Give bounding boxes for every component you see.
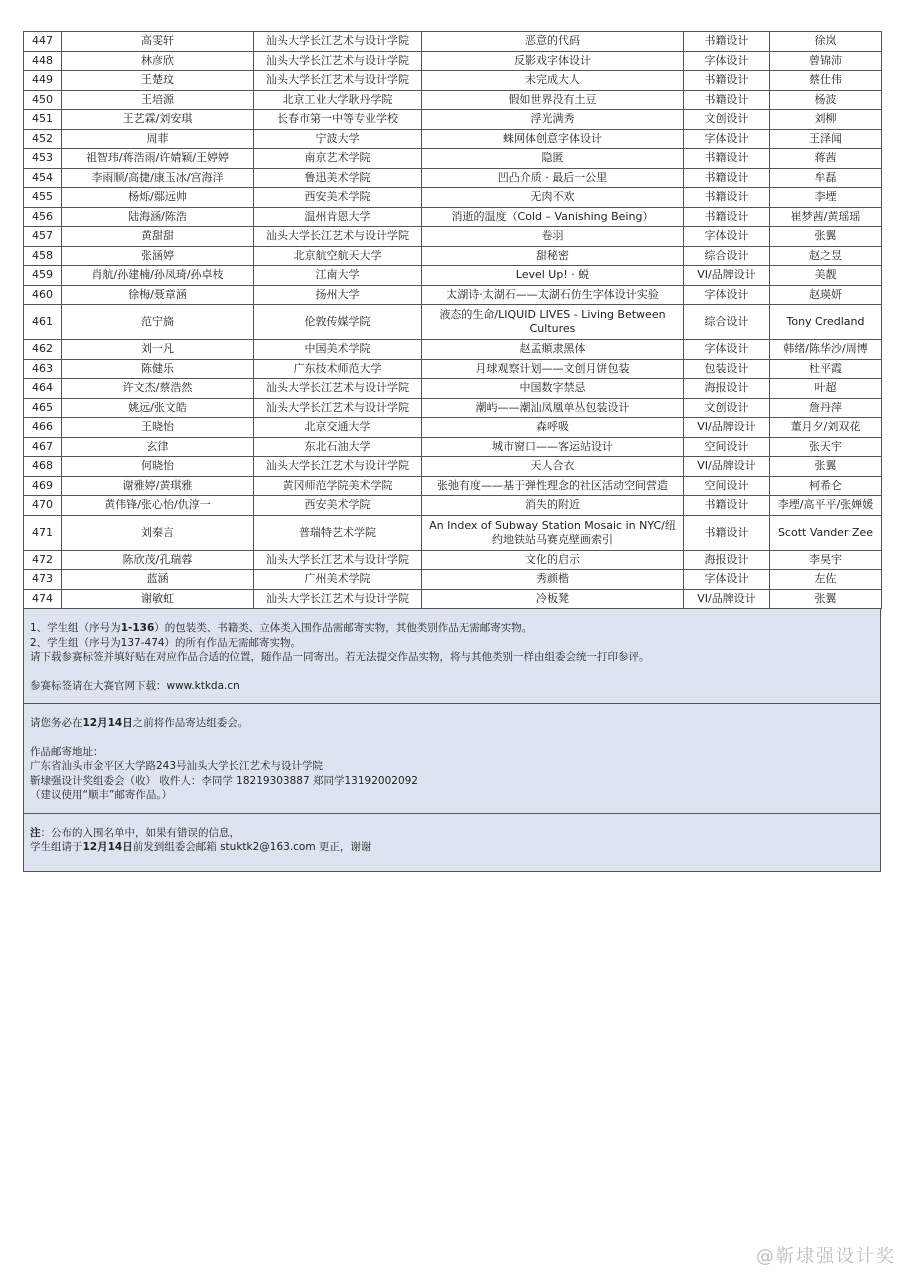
table-row: [24, 340, 882, 360]
advisor-cell: 李昊宇: [770, 550, 882, 570]
table-row: [24, 398, 882, 418]
student-names-cell: 刘秦言: [62, 515, 254, 550]
row-number-cell: 449: [24, 71, 62, 91]
work-title-cell: 消失的附近: [422, 496, 684, 516]
category-cell: 空间设计: [684, 476, 770, 496]
advisor-cell: Tony Credland: [770, 305, 882, 340]
work-title-cell: 冷板凳: [422, 589, 684, 609]
shipping-info: [24, 703, 880, 813]
student-names-cell: 蓝涵: [62, 570, 254, 590]
school-cell: 北京交通大学: [254, 418, 422, 438]
advisor-cell: 曾锦沛: [770, 51, 882, 71]
advisor-cell: 美靓: [770, 266, 882, 286]
row-number-cell: 456: [24, 207, 62, 227]
school-cell: 汕头大学长江艺术与设计学院: [254, 227, 422, 247]
student-names-cell: 李雨顺/高捷/康玉冰/宫海洋: [62, 168, 254, 188]
advisor-cell: 张翼: [770, 457, 882, 477]
row-number-cell: 472: [24, 550, 62, 570]
work-title-cell: 蛛网体创意字体设计: [422, 129, 684, 149]
row-number-cell: 466: [24, 418, 62, 438]
school-cell: 汕头大学长江艺术与设计学院: [254, 398, 422, 418]
advisor-cell: 李堙/高平平/张婵媛: [770, 496, 882, 516]
note-line-1: 注：公布的入围名单中，如果有错误的信息，: [30, 826, 240, 839]
address-title: 作品邮寄地址：: [30, 745, 104, 758]
work-title-cell: 无肉不欢: [422, 188, 684, 208]
table-row: [24, 129, 882, 149]
table-row: [24, 71, 882, 91]
student-names-cell: 王艺霖/刘安琪: [62, 110, 254, 130]
school-cell: 广州美术学院: [254, 570, 422, 590]
student-names-cell: 许文杰/蔡浩然: [62, 379, 254, 399]
work-title-cell: 中国数字禁忌: [422, 379, 684, 399]
student-names-cell: 高雯轩: [62, 32, 254, 52]
school-cell: 西安美术学院: [254, 188, 422, 208]
advisor-cell: 柯希仑: [770, 476, 882, 496]
row-number-cell: 464: [24, 379, 62, 399]
table-row: [24, 32, 882, 52]
work-title-cell: 凹凸介质 · 最后一公里: [422, 168, 684, 188]
row-number-cell: 467: [24, 437, 62, 457]
school-cell: 广东技术师范大学: [254, 359, 422, 379]
row-number-cell: 465: [24, 398, 62, 418]
table-row: [24, 418, 882, 438]
school-cell: 西安美术学院: [254, 496, 422, 516]
student-names-cell: 刘一凡: [62, 340, 254, 360]
school-cell: 汕头大学长江艺术与设计学院: [254, 51, 422, 71]
work-title-cell: 张弛有度——基于弹性理念的社区活动空间营造: [422, 476, 684, 496]
student-names-cell: 黄甜甜: [62, 227, 254, 247]
advisor-cell: 徐岚: [770, 32, 882, 52]
category-cell: 书籍设计: [684, 149, 770, 169]
student-names-cell: 姚远/张文皓: [62, 398, 254, 418]
table-row: [24, 305, 882, 340]
advisor-cell: 张翼: [770, 227, 882, 247]
student-names-cell: 谢敏虹: [62, 589, 254, 609]
school-cell: 北京工业大学耿丹学院: [254, 90, 422, 110]
school-cell: 江南大学: [254, 266, 422, 286]
school-cell: 南京艺术学院: [254, 149, 422, 169]
work-title-cell: 反影戏字体设计: [422, 51, 684, 71]
table-row: [24, 589, 882, 609]
category-cell: 字体设计: [684, 51, 770, 71]
row-number-cell: 463: [24, 359, 62, 379]
deadline-note: 请您务必在12月14日之前将作品寄达组委会。: [30, 717, 249, 729]
school-cell: 扬州大学: [254, 285, 422, 305]
work-title-cell: 城市窗口——客运站设计: [422, 437, 684, 457]
row-number-cell: 461: [24, 305, 62, 340]
row-number-cell: 471: [24, 515, 62, 550]
table-row: [24, 110, 882, 130]
category-cell: 书籍设计: [684, 90, 770, 110]
row-number-cell: 448: [24, 51, 62, 71]
note-2: 2、学生组（序号为137-474）的所有作品无需邮寄实物。: [30, 636, 302, 649]
student-names-cell: 何晓怡: [62, 457, 254, 477]
note-line-2: 学生组请于12月14日前发到组委会邮箱 stuktk2@163.com 更正，谢谢: [30, 841, 372, 853]
student-names-cell: 张涵婷: [62, 246, 254, 266]
work-title-cell: 森呼吸: [422, 418, 684, 438]
student-names-cell: 范宁旖: [62, 305, 254, 340]
school-cell: 黄冈师范学院美术学院: [254, 476, 422, 496]
school-cell: 普瑞特艺术学院: [254, 515, 422, 550]
label-download-note: 参赛标签请在大赛官网下载：www.ktkda.cn: [30, 679, 240, 692]
advisor-cell: 王泽闻: [770, 129, 882, 149]
note-3: 请下载参赛标签并填好贴在对应作品合适的位置，随作品一同寄出。若无法提交作品实物，将与其他类别一样由组委会统一打印参评。: [30, 651, 650, 663]
work-title-cell: 天人合衣: [422, 457, 684, 477]
advisor-cell: Scott Vander Zee: [770, 515, 882, 550]
work-title-cell: 消逝的温度（Cold – Vanishing Being）: [422, 207, 684, 227]
school-cell: 汕头大学长江艺术与设计学院: [254, 379, 422, 399]
student-names-cell: 王晓怡: [62, 418, 254, 438]
category-cell: 书籍设计: [684, 168, 770, 188]
table-row: [24, 359, 882, 379]
weibo-watermark: @靳埭强设计奖: [756, 1246, 896, 1267]
table-row: [24, 437, 882, 457]
advisor-cell: 蔡仕伟: [770, 71, 882, 91]
advisor-cell: 左佐: [770, 570, 882, 590]
table-row: [24, 496, 882, 516]
address-line-1: 广东省汕头市金平区大学路243号汕头大学长江艺术与设计学院: [30, 760, 324, 772]
table-row: [24, 515, 882, 550]
work-title-cell: 液态的生命/LIQUID LIVES - Living Between Cultures: [422, 305, 684, 340]
student-names-cell: 黄伟锋/张心怡/仇淳一: [62, 496, 254, 516]
row-number-cell: 462: [24, 340, 62, 360]
category-cell: 空间设计: [684, 437, 770, 457]
work-title-cell: Level Up! · 蜕: [422, 266, 684, 286]
advisor-cell: 刘柳: [770, 110, 882, 130]
student-names-cell: 周菲: [62, 129, 254, 149]
table-row: [24, 149, 882, 169]
mailing-requirements: [24, 609, 880, 703]
category-cell: VI/品牌设计: [684, 457, 770, 477]
category-cell: 字体设计: [684, 570, 770, 590]
advisor-cell: 张天宇: [770, 437, 882, 457]
student-names-cell: 玄律: [62, 437, 254, 457]
row-number-cell: 460: [24, 285, 62, 305]
work-title-cell: 秀颜楷: [422, 570, 684, 590]
table-row: [24, 207, 882, 227]
advisor-cell: 杜平霞: [770, 359, 882, 379]
work-title-cell: 甜秘密: [422, 246, 684, 266]
category-cell: VI/品牌设计: [684, 266, 770, 286]
row-number-cell: 450: [24, 90, 62, 110]
category-cell: 书籍设计: [684, 515, 770, 550]
student-names-cell: 肖航/孙建楠/孙凤琦/孙卓枝: [62, 266, 254, 286]
work-title-cell: 文化的启示: [422, 550, 684, 570]
student-names-cell: 祖智玮/蒋浩雨/许婧颖/王婷婷: [62, 149, 254, 169]
row-number-cell: 473: [24, 570, 62, 590]
notes-panel: [23, 609, 881, 872]
row-number-cell: 468: [24, 457, 62, 477]
advisor-cell: 崔梦茜/黄瑶瑶: [770, 207, 882, 227]
school-cell: 汕头大学长江艺术与设计学院: [254, 71, 422, 91]
work-title-cell: 卷羽: [422, 227, 684, 247]
address-line-3: （建议使用“顺丰”邮寄作品。）: [30, 789, 173, 801]
row-number-cell: 459: [24, 266, 62, 286]
category-cell: 书籍设计: [684, 32, 770, 52]
student-names-cell: 王培源: [62, 90, 254, 110]
row-number-cell: 469: [24, 476, 62, 496]
school-cell: 汕头大学长江艺术与设计学院: [254, 550, 422, 570]
advisor-cell: 叶超: [770, 379, 882, 399]
work-title-cell: 太湖诗·太湖石——太湖石仿生字体设计实验: [422, 285, 684, 305]
row-number-cell: 452: [24, 129, 62, 149]
note-1: 1、学生组（序号为1-136）的包装类、书籍类、立体类入围作品需邮寄实物，其他类别作品无需邮寄实物。: [30, 622, 533, 634]
table-row: [24, 476, 882, 496]
category-cell: 综合设计: [684, 246, 770, 266]
advisor-cell: 赵瑛妍: [770, 285, 882, 305]
category-cell: 字体设计: [684, 340, 770, 360]
school-cell: 伦敦传媒学院: [254, 305, 422, 340]
school-cell: 温州肯恩大学: [254, 207, 422, 227]
table-row: [24, 188, 882, 208]
advisor-cell: 张翼: [770, 589, 882, 609]
row-number-cell: 447: [24, 32, 62, 52]
table-row: [24, 266, 882, 286]
work-title-cell: An Index of Subway Station Mosaic in NYC/纽约地铁站马赛克壁画索引: [422, 515, 684, 550]
category-cell: VI/品牌设计: [684, 418, 770, 438]
category-cell: 字体设计: [684, 129, 770, 149]
advisor-cell: 杨波: [770, 90, 882, 110]
student-names-cell: 王楚玟: [62, 71, 254, 91]
finalist-table: [23, 31, 882, 609]
table-row: [24, 246, 882, 266]
table-row: [24, 227, 882, 247]
work-title-cell: 月球观察计划——文创月饼包装: [422, 359, 684, 379]
table-row: [24, 379, 882, 399]
row-number-cell: 470: [24, 496, 62, 516]
advisor-cell: 董月夕/刘双花: [770, 418, 882, 438]
category-cell: 书籍设计: [684, 496, 770, 516]
advisor-cell: 蒋茜: [770, 149, 882, 169]
school-cell: 汕头大学长江艺术与设计学院: [254, 589, 422, 609]
student-names-cell: 陆海涵/陈浩: [62, 207, 254, 227]
school-cell: 中国美术学院: [254, 340, 422, 360]
advisor-cell: 牟磊: [770, 168, 882, 188]
category-cell: 海报设计: [684, 550, 770, 570]
category-cell: 书籍设计: [684, 207, 770, 227]
table-row: [24, 90, 882, 110]
category-cell: 书籍设计: [684, 188, 770, 208]
advisor-cell: 赵之昱: [770, 246, 882, 266]
work-title-cell: 浮光满秀: [422, 110, 684, 130]
category-cell: 综合设计: [684, 305, 770, 340]
category-cell: 文创设计: [684, 110, 770, 130]
table-row: [24, 570, 882, 590]
table-row: [24, 457, 882, 477]
category-cell: 包装设计: [684, 359, 770, 379]
work-title-cell: 恶意的代码: [422, 32, 684, 52]
table-row: [24, 550, 882, 570]
advisor-cell: 韩绪/陈华沙/周博: [770, 340, 882, 360]
student-names-cell: 徐梅/聂章涵: [62, 285, 254, 305]
student-names-cell: 杨烁/鄢远帅: [62, 188, 254, 208]
work-title-cell: 潮屿——潮汕凤凰单丛包装设计: [422, 398, 684, 418]
category-cell: 字体设计: [684, 285, 770, 305]
work-title-cell: 未完成大人: [422, 71, 684, 91]
student-names-cell: 陈欣茂/孔瑞蓉: [62, 550, 254, 570]
table-row: [24, 168, 882, 188]
work-title-cell: 假如世界没有土豆: [422, 90, 684, 110]
student-names-cell: 谢雅婷/黄琪雅: [62, 476, 254, 496]
school-cell: 长春市第一中等专业学校: [254, 110, 422, 130]
work-title-cell: 赵孟頫隶黑体: [422, 340, 684, 360]
results-sheet: [23, 31, 881, 872]
school-cell: 宁波大学: [254, 129, 422, 149]
row-number-cell: 455: [24, 188, 62, 208]
correction-note: [24, 813, 880, 871]
row-number-cell: 457: [24, 227, 62, 247]
category-cell: 文创设计: [684, 398, 770, 418]
category-cell: 字体设计: [684, 227, 770, 247]
category-cell: 海报设计: [684, 379, 770, 399]
row-number-cell: 451: [24, 110, 62, 130]
row-number-cell: 453: [24, 149, 62, 169]
address-line-2: 靳埭强设计奖组委会（收） 收件人：李同学 18219303887 郑同学13192002092: [30, 774, 418, 787]
student-names-cell: 林彦欣: [62, 51, 254, 71]
school-cell: 鲁迅美术学院: [254, 168, 422, 188]
row-number-cell: 458: [24, 246, 62, 266]
category-cell: 书籍设计: [684, 71, 770, 91]
school-cell: 东北石油大学: [254, 437, 422, 457]
advisor-cell: 李堙: [770, 188, 882, 208]
school-cell: 北京航空航天大学: [254, 246, 422, 266]
category-cell: VI/品牌设计: [684, 589, 770, 609]
table-row: [24, 51, 882, 71]
row-number-cell: 474: [24, 589, 62, 609]
work-title-cell: 隐匿: [422, 149, 684, 169]
row-number-cell: 454: [24, 168, 62, 188]
advisor-cell: 詹丹萍: [770, 398, 882, 418]
table-row: [24, 285, 882, 305]
student-names-cell: 陈健乐: [62, 359, 254, 379]
school-cell: 汕头大学长江艺术与设计学院: [254, 32, 422, 52]
school-cell: 汕头大学长江艺术与设计学院: [254, 457, 422, 477]
